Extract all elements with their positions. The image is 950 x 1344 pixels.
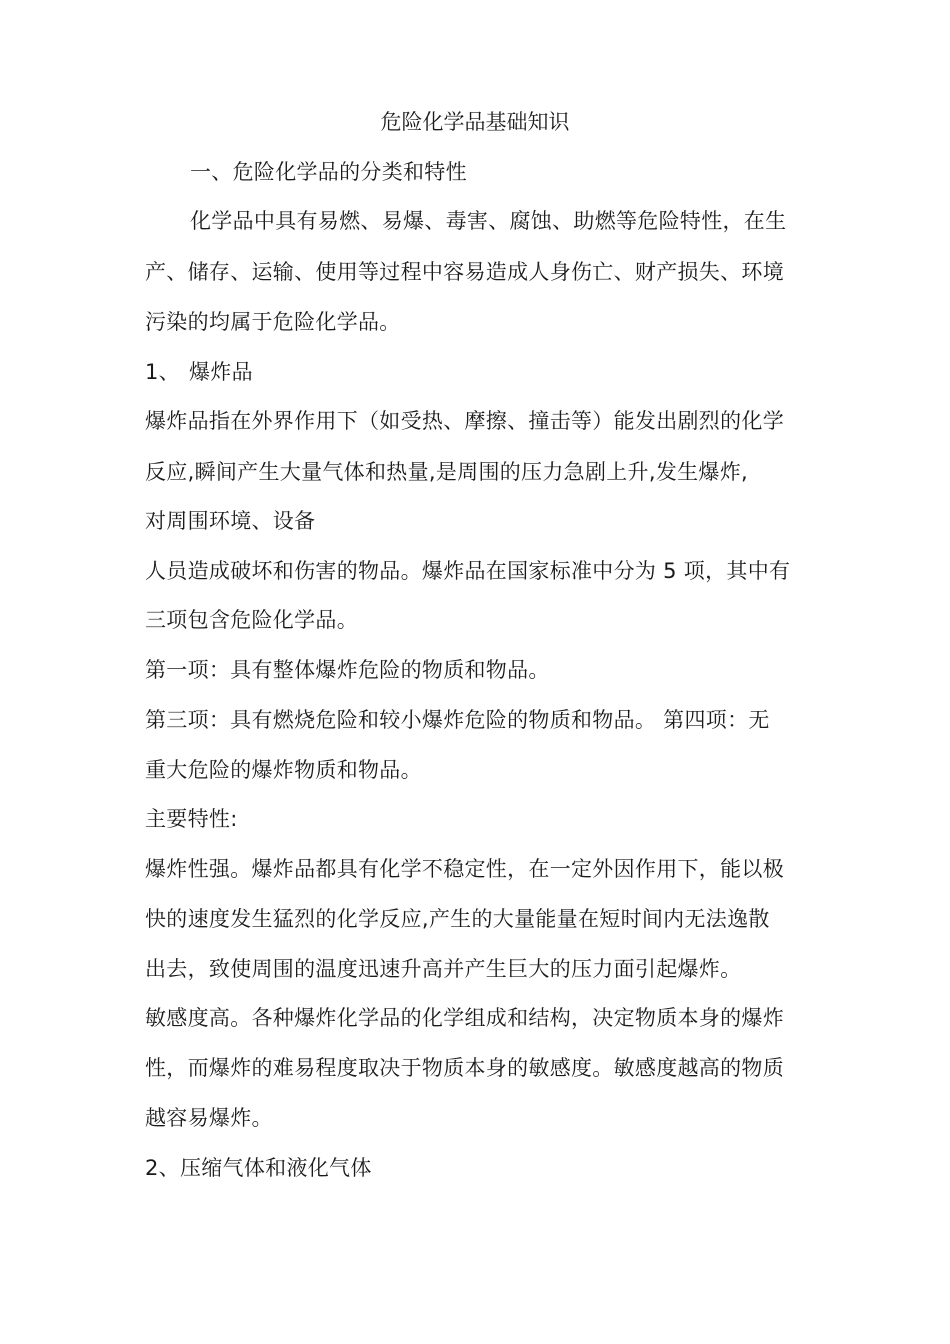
paragraph-line: 第三项：具有燃烧危险和较小爆炸危险的物质和物品。 第四项：无 [145,708,770,732]
section-heading: 一、危险化学品的分类和特性 [190,160,467,184]
paragraph-line: 爆炸品指在外界作用下（如受热、摩擦、撞击等）能发出剧烈的化学 [145,409,784,433]
paragraph-line: 化学品中具有易燃、易爆、毒害、腐蚀、助燃等危险特性，在生 [190,209,787,233]
paragraph-line: 出去，致使周围的温度迅速升高并产生巨大的压力面引起爆炸。 [145,957,742,981]
paragraph-line: 敏感度高。各种爆炸化学品的化学组成和结构，决定物质本身的爆炸 [145,1006,784,1030]
paragraph-line: 爆炸性强。爆炸品都具有化学不稳定性，在一定外因作用下，能以极 [145,857,784,881]
paragraph-line: 越容易爆炸。 [145,1106,273,1130]
item-number: 1、 [145,360,180,384]
paragraph-line: 人员造成破坏和伤害的物品。爆炸品在国家标准中分为 5 项，其中有 [145,559,791,583]
item-label: 爆炸品 [189,360,253,384]
paragraph-line: 快的速度发生猛烈的化学反应,产生的大量能量在短时间内无法逸散 [145,907,770,931]
paragraph-line: 对周围环境、设备 [145,509,316,533]
paragraph-line: 三项包含危险化学品。 [145,608,358,632]
item-1-heading [145,359,253,385]
paragraph-line: 第一项：具有整体爆炸危险的物质和物品。 [145,658,550,682]
paragraph-line: 反应,瞬间产生大量气体和热量,是周围的压力急剧上升,发生爆炸, [145,460,748,484]
paragraph-line: 性，而爆炸的难易程度取决于物质本身的敏感度。敏感度越高的物质 [145,1056,784,1080]
paragraph-line: 产、储存、运输、使用等过程中容易造成人身伤亡、财产损失、环境 [145,260,784,284]
item-2-heading: 2、压缩气体和液化气体 [145,1156,372,1180]
document-title: 危险化学品基础知识 [380,110,570,134]
paragraph-line: 污染的均属于危险化学品。 [145,310,401,334]
paragraph-line: 重大危险的爆炸物质和物品。 [145,758,422,782]
main-properties-label: 主要特性: [145,807,238,831]
